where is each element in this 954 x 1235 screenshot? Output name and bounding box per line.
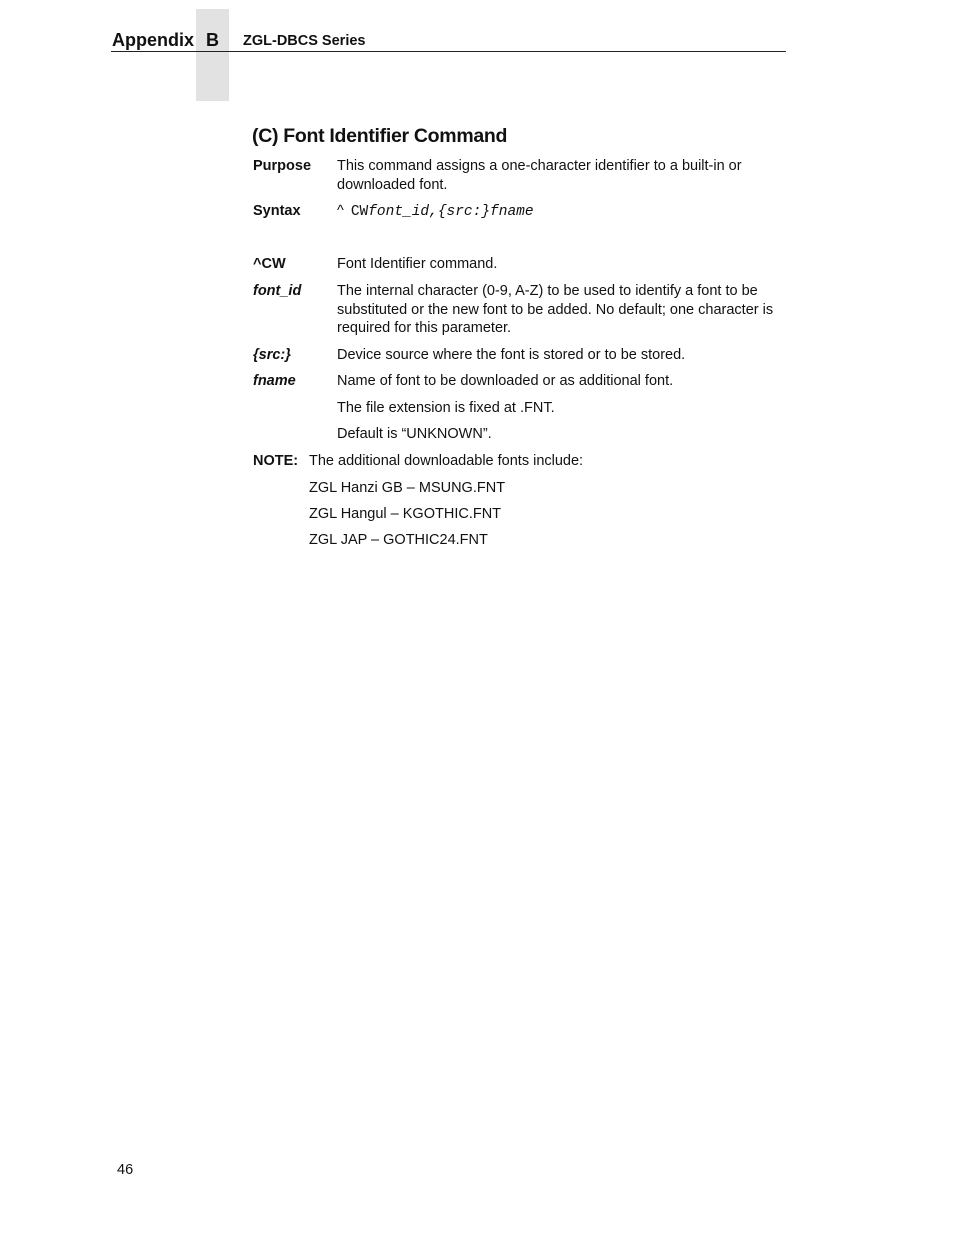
fname-extension-text: The file extension is fixed at .FNT.	[337, 400, 555, 416]
page-number: 46	[117, 1162, 134, 1178]
section-heading: (C) Font Identifier Command	[252, 125, 508, 147]
cw-term: ^CW	[253, 256, 286, 272]
syntax-params: font_id,{src:}fname	[368, 204, 534, 220]
purpose-term: Purpose	[253, 158, 312, 174]
syntax-command: CW	[350, 204, 369, 220]
appendix-label: Appendix	[112, 30, 195, 50]
font-id-term: font_id	[253, 283, 302, 299]
appendix-letter: B	[206, 30, 219, 50]
src-text: Device source where the font is stored or to be stored.	[337, 347, 686, 363]
src-term: {src:}	[253, 347, 291, 363]
syntax-term: Syntax	[253, 203, 301, 219]
syntax-caret: ^	[337, 203, 344, 219]
purpose-text: This command assigns a one-character identifier to a built-in or downloaded font.	[337, 158, 742, 193]
fname-text: Name of font to be downloaded or as additional font.	[337, 373, 674, 389]
chapter-tab-marker	[196, 9, 229, 101]
fname-term: fname	[253, 373, 296, 389]
header-rule	[111, 51, 786, 52]
note-label: NOTE:	[253, 453, 299, 469]
note-font-item: ZGL Hanzi GB – MSUNG.FNT	[309, 480, 506, 496]
fname-default-text: Default is “UNKNOWN”.	[337, 426, 492, 442]
syntax-line	[337, 203, 534, 220]
note-font-item: ZGL JAP – GOTHIC24.FNT	[309, 532, 488, 548]
cw-text: Font Identifier command.	[337, 256, 498, 272]
note-font-item: ZGL Hangul – KGOTHIC.FNT	[309, 506, 502, 522]
series-title: ZGL-DBCS Series	[243, 33, 366, 49]
note-intro: The additional downloadable fonts include:	[309, 453, 584, 469]
font-id-text: The internal character (0-9, A-Z) to be used to identify a font to be substituted or the new font to be added. No default; one character is required for this parameter.	[337, 283, 774, 336]
